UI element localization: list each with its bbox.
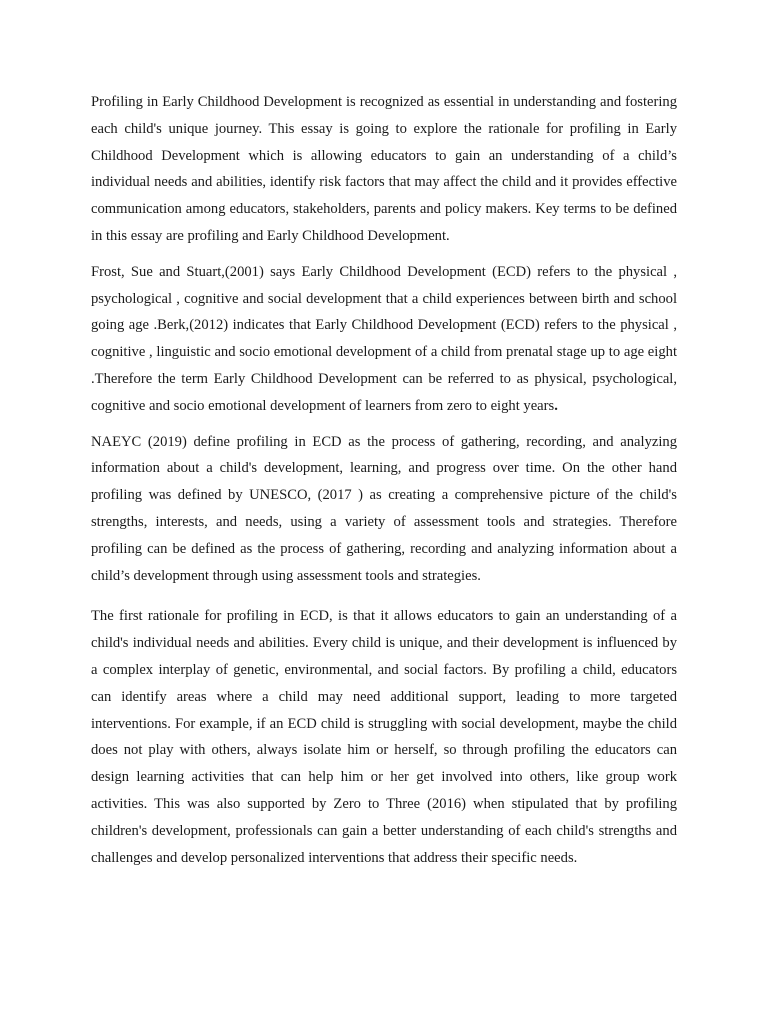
paragraph-ecd-definition-text: Frost, Sue and Stuart,(2001) says Early Childhood Development (ECD) refers to the physical , psychological , cognitive and social development that a child experiences between birth and school going age .Berk,(2012) indicates that Early Childhood Development (ECD) refers to the physical , cognitive , linguistic and socio emotional development of a child from prenatal stage up to age eight .Therefore the term Early Childhood Development can be referred to as physical, psychological, cognitive and socio emotional development of learners from zero to eight years — [91, 263, 677, 414]
paragraph-profiling-definition: NAEYC (2019) define profiling in ECD as the process of gathering, recording, and analyzing information about a child's development, learning, and progress over time. On the other hand profiling was defined by UNESCO, (2017 ) as creating a comprehensive picture of the child's strengths, interests, and needs, using a variety of assessment tools and strategies. Therefore profiling can be defined as the process of gathering, recording and analyzing information about a child’s development through using assessment tools and strategies. — [91, 433, 677, 584]
paragraph-ecd-definition-period: . — [554, 397, 558, 414]
document-body — [91, 89, 677, 871]
paragraph-ecd-definition — [91, 259, 677, 420]
paragraph-introduction: Profiling in Early Childhood Development is recognized as essential in understanding and fostering each child's unique journey. This essay is going to explore the rationale for profiling in Early Childhood Development which is allowing educators to gain an understanding of a child’s individual needs and abilities, identify risk factors that may affect the child and it provides effective communication among educators, stakeholders, parents and policy makers. Key terms to be defined in this essay are profiling and Early Childhood Development. — [91, 94, 677, 244]
paragraph-first-rationale: The first rationale for profiling in ECD, is that it allows educators to gain an understanding of a child's individual needs and abilities. Every child is unique, and their development is influenced by a complex interplay of genetic, environmental, and social factors. By profiling a child, educators can identify areas where a child may need additional support, leading to more targeted interventions. For example, if an ECD child is struggling with social development, maybe the child does not play with others, always isolate him or herself, so through profiling the educators can design learning activities that can help him or her get involved into others, like group work activities. This was also supported by Zero to Three (2016) when stipulated that by profiling children's development, professionals can gain a better understanding of each child's strengths and challenges and develop personalized interventions that address their specific needs. — [91, 608, 677, 866]
